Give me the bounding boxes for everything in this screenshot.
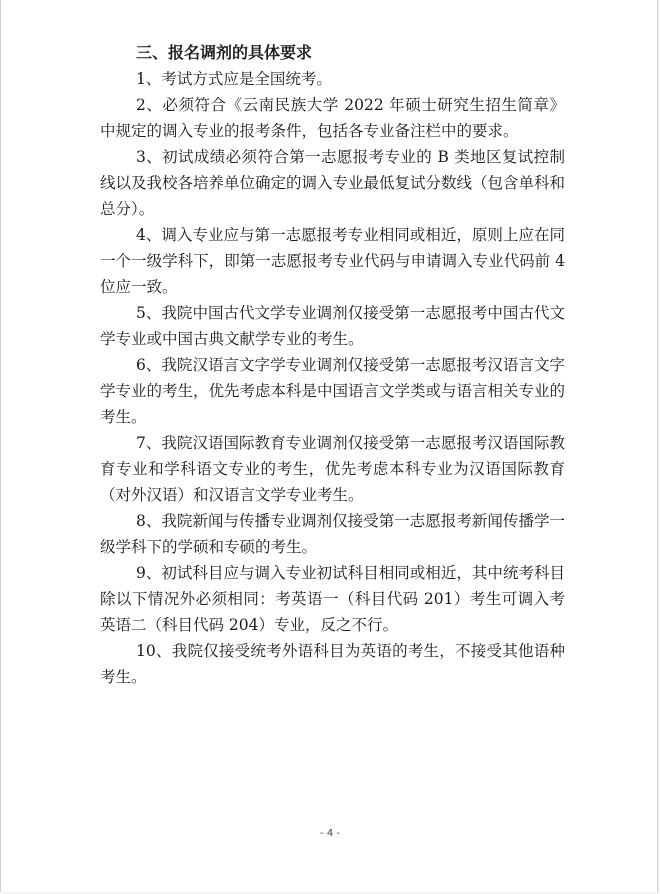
requirement-item-8: 8、我院新闻与传播专业调剂仅接受第一志愿报考新闻传播学一级学科下的学硕和专硕的考生。 xyxy=(100,512,565,556)
page-number: - 4 - xyxy=(320,828,340,839)
requirement-item-5: 5、我院中国古代文学专业调剂仅接受第一志愿报考中国古代文学专业或中国古典文献学专业的考生。 xyxy=(100,304,565,348)
requirement-item-9: 9、初试科目应与调入专业初试科目相同或相近，其中统考科目除以下情况外必须相同：考英语一（科目代码 201）考生可调入考英语二（科目代码 204）专业，反之不行。 xyxy=(100,564,565,634)
requirement-item-10: 10、我院仅接受统考外语科目为英语的考生，不接受其他语种考生。 xyxy=(100,642,565,686)
requirement-item-4: 4、调入专业应与第一志愿报考专业相同或相近，原则上应在同一个一级学科下，即第一志愿报考专业代码与申请调入专业代码前 4 位应一致。 xyxy=(100,226,565,296)
requirement-item-2: 2、必须符合《云南民族大学 2022 年硕士研究生招生简章》中规定的调入专业的报考条件，包括各专业备注栏中的要求。 xyxy=(100,96,565,140)
requirement-item-1: 1、考试方式应是全国统考。 xyxy=(136,70,332,88)
section-heading: 三、报名调剂的具体要求 xyxy=(136,43,313,62)
requirement-item-6: 6、我院汉语言文字学专业调剂仅接受第一志愿报考汉语言文字学专业的考生，优先考虑本科是中国语言文学类或与语言相关专业的考生。 xyxy=(100,356,566,426)
requirement-item-7: 7、我院汉语国际教育专业调剂仅接受第一志愿报考汉语国际教育专业和学科语文专业的考生，优先考虑本科专业为汉语国际教育（对外汉语）和汉语言文学专业考生。 xyxy=(100,434,565,504)
document-body xyxy=(100,40,565,690)
requirement-item-3: 3、初试成绩必须符合第一志愿报考专业的 B 类地区复试控制线以及我校各培养单位确定的调入专业最低复试分数线（包含单科和总分）。 xyxy=(100,148,566,218)
